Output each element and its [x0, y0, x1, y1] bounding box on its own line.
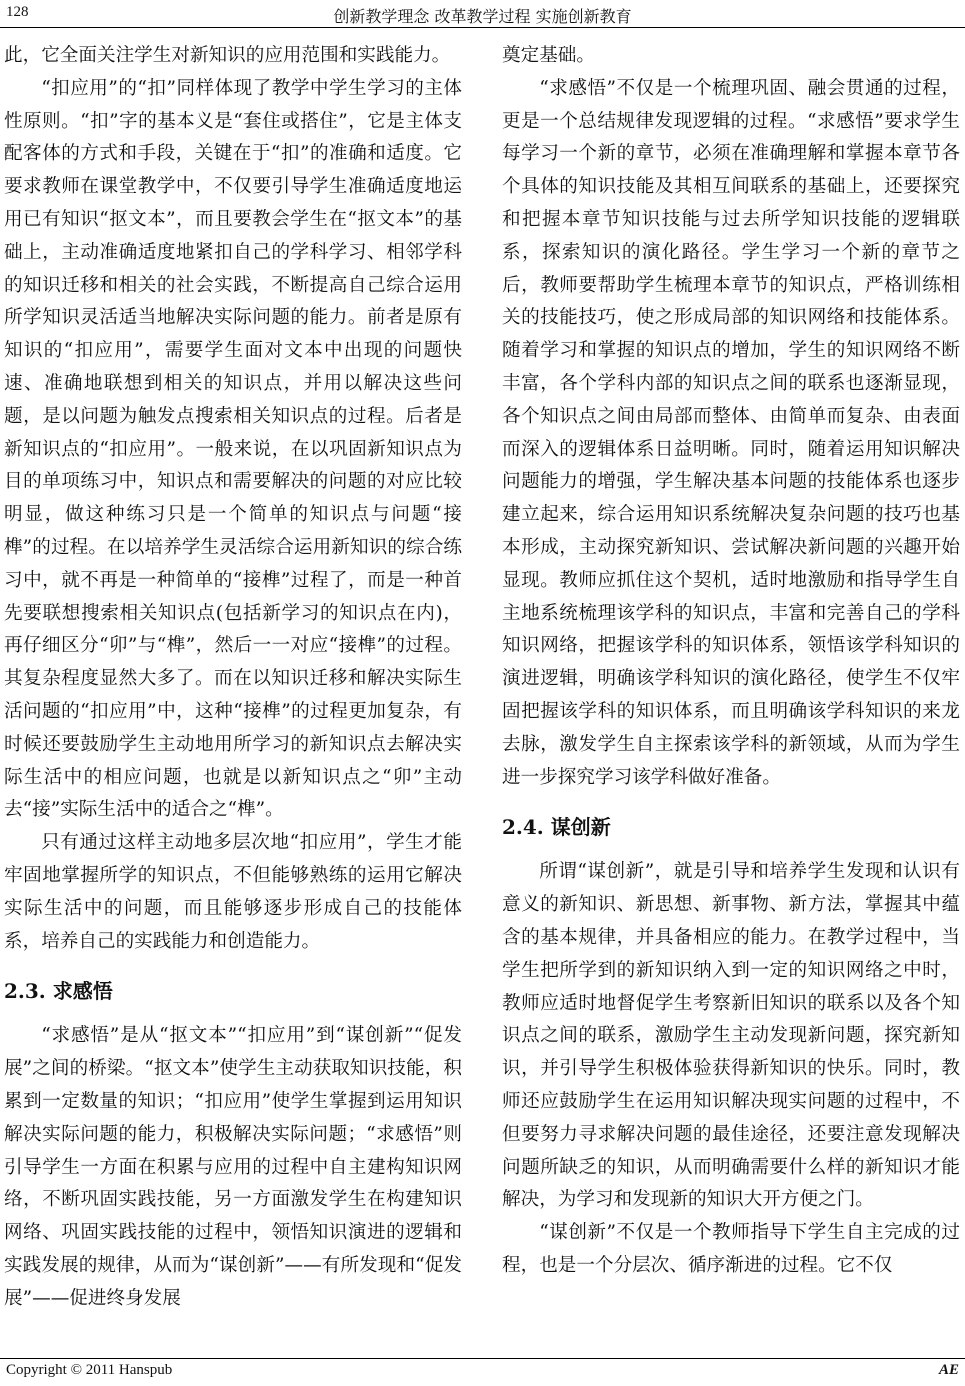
- footer-rule: [0, 1358, 965, 1359]
- paragraph: 只有通过这样主动地多层次地“扣应用”，学生才能牢固地掌握所学的知识点，不但能够熟练的运用它解决实际生活中的问题，而且能够逐步形成自己的技能体系，培养自己的实践能力和创造能力。: [4, 832, 462, 952]
- running-title: 创新教学理念 改革教学过程 实施创新教育: [333, 7, 632, 26]
- paragraph: “扣应用”的“扣”同样体现了教学中学生学习的主体性原则。“扣”字的基本义是“套住或搭住”，它是主体支配客体的方式和手段，关键在于“扣”的准确和适度。它要求教师在课堂教学中，不仅要引导学生准确适度地运用已有知识“抠文本”，而且要教会学生在“抠文本”的基础上，主动准确适度地紧扣自己的学科学习、相邻学科的知识迁移和相关的社会实践，不断提高自己综合运用所学知识灵活适当地解决实际问题的能力。前者是原有知识的“扣应用”，需要学生面对文本中出现的问题快速、准确地联想到相关的知识点，并用以解决这些问题，是以问题为触发点搜索相关知识点的过程。后者是新知识点的“扣应用”。一般来说，在以巩固新知识点为目的单项练习中，知识点和需要解决的问题的对应比较明显，做这种练习只是一个简单的知识点与问题“接榫”的过程。在以培养学生灵活综合运用新知识的综合练习中，就不再是一种简单的“接榫”过程了，而是一种首先要联想搜索相关知识点(包括新学习的知识点在内)，再仔细区分“卯”与“榫”，然后一一对应“接榫”的过程。其复杂程度显然大多了。而在以知识迁移和解决实际生活问题的“扣应用”中，这种“接榫”的过程更加复杂，有时候还要鼓励学生主动地用所学习的新知识点去解决实际生活中的相应问题，也就是以新知识点之“卯”主动去“接”实际生活中的适合之“榫”。: [4, 77, 462, 821]
- page-header: [0, 0, 965, 30]
- paragraph: “求感悟”是从“抠文本”“扣应用”到“谋创新”“促发展”之间的桥梁。“抠文本”使学生主动获取知识技能，积累到一定数量的知识；“扣应用”使学生掌握到运用知识解决实际问题的能力，积极解决实际问题；“求感悟”则引导学生一方面在积累与应用的过程中自主建构知识网络，不断巩固实践技能，另一方面激发学生在构建知识网络、巩固实践技能的过程中，领悟知识演进的逻辑和实践发展的规律，从而为“谋创新”——有所发现和“促发展”——促进终身发展: [4, 1025, 462, 1309]
- page-number: 128: [6, 4, 29, 20]
- journal-abbreviation: AE: [938, 1362, 959, 1378]
- paragraph: 奠定基础。: [502, 45, 595, 66]
- left-column: [4, 40, 462, 1315]
- paragraph: “求感悟”不仅是一个梳理巩固、融会贯通的过程，更是一个总结规律发现逻辑的过程。“求感悟”要求学生每学习一个新的章节，必须在准确理解和掌握本章节各个具体的知识技能及其相互间联系的基础上，还要探究和把握本章节知识技能与过去所学知识技能的逻辑联系，探索知识的演化路径。学生学习一个新的章节之后，教师要帮助学生梳理本章节的知识点，严格训练相关的技能技巧，使之形成局部的知识网络和技能体系。随着学习和掌握的知识点的增加，学生的知识网络不断丰富，各个学科内部的知识点之间的联系也逐渐显现，各个知识点之间由局部而整体、由简单而复杂、由表面而深入的逻辑体系日益明晰。同时，随着运用知识解决问题能力的增强，学生解决基本问题的技能体系也逐步建立起来，综合运用知识系统解决复杂问题的技巧也基本形成，主动探究新知识、尝试解决新问题的兴趣开始显现。教师应抓住这个契机，适时地激励和指导学生自主地系统梳理该学科的知识点，丰富和完善自己的学科知识网络，把握该学科的知识体系，领悟该学科知识的演进逻辑，明确该学科知识的演化路径，使学生不仅牢固把握该学科的知识体系，而且明确该学科知识的来龙去脉，激发学生自主探索该学科的新领域，从而为学生进一步探究学习该学科做好准备。: [502, 77, 960, 788]
- paragraph: 此，它全面关注学生对新知识的应用范围和实践能力。: [4, 45, 451, 66]
- section-heading: 2.4. 谋创新: [502, 815, 611, 840]
- header-rule: [0, 27, 965, 28]
- section-heading: 2.3. 求感悟: [4, 979, 113, 1004]
- paragraph: “谋创新”不仅是一个教师指导下学生自主完成的过程，也是一个分层次、循序渐进的过程。它不仅: [502, 1222, 960, 1276]
- right-column: [502, 40, 960, 1283]
- paragraph: 所谓“谋创新”，就是引导和培养学生发现和认识有意义的新知识、新思想、新事物、新方法，掌握其中蕴含的基本规律，并具备相应的能力。在教学过程中，当学生把所学到的新知识纳入到一定的知识网络之中时，教师应适时地督促学生考察新旧知识的联系以及各个知识点之间的联系，激励学生主动发现新问题，探究新知识，并引导学生积极体验获得新知识的快乐。同时，教师还应鼓励学生在运用知识解决现实问题的过程中，不但要努力寻求解决问题的最佳途径，还要注意发现解决问题所缺乏的知识，从而明确需要什么样的新知识才能解决，为学习和发现新的知识大开方便之门。: [502, 861, 960, 1211]
- copyright-notice: Copyright © 2011 Hanspub: [6, 1362, 173, 1378]
